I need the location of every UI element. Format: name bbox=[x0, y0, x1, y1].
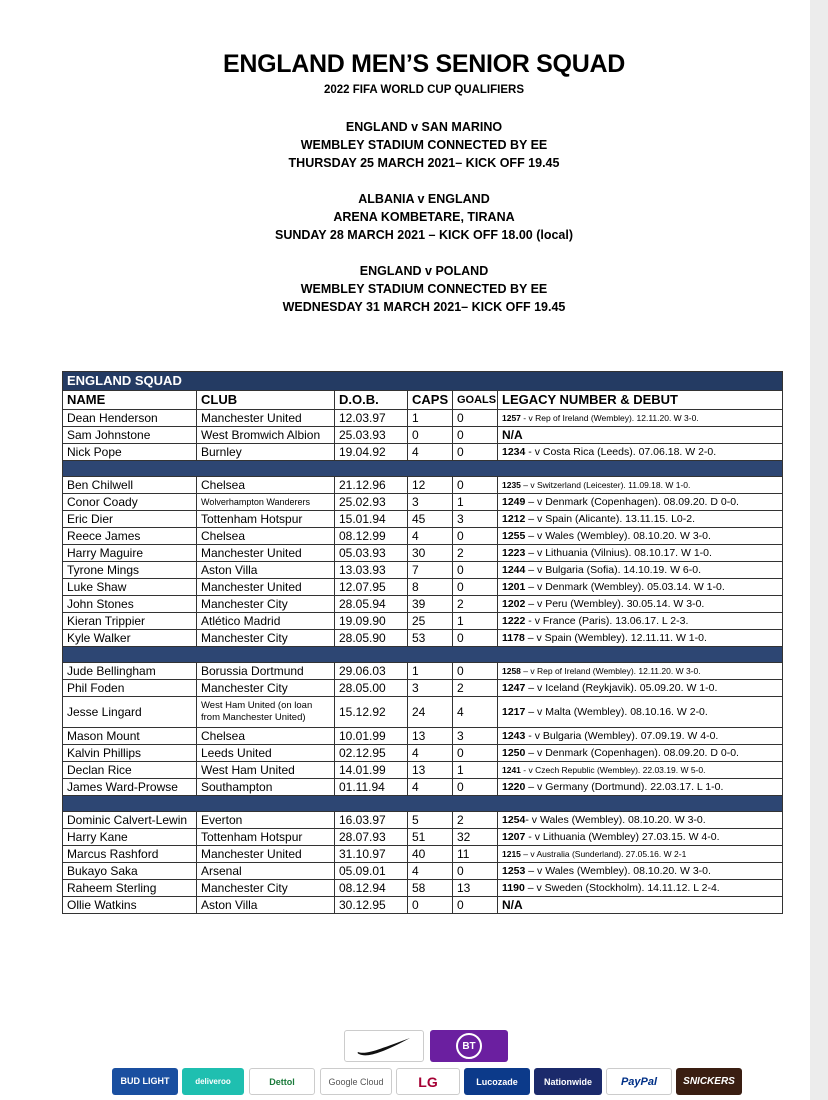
debut-details: – v Sweden (Stockholm). 14.11.12. L 2-4. bbox=[524, 882, 720, 894]
player-caps: 12 bbox=[408, 477, 453, 494]
player-debut bbox=[498, 494, 783, 511]
debut-details: – v Lithuania (Vilnius). 08.10.17. W 1-0. bbox=[525, 547, 712, 559]
player-dob: 02.12.95 bbox=[335, 745, 408, 762]
player-name: John Stones bbox=[63, 596, 197, 613]
player-name: Jude Bellingham bbox=[63, 663, 197, 680]
player-club: Chelsea bbox=[197, 728, 335, 745]
table-row bbox=[63, 613, 783, 630]
player-goals: 0 bbox=[453, 562, 498, 579]
table-row bbox=[63, 511, 783, 528]
table-row bbox=[63, 745, 783, 762]
player-dob: 10.01.99 bbox=[335, 728, 408, 745]
player-debut bbox=[498, 545, 783, 562]
table-row bbox=[63, 444, 783, 461]
legacy-number: 1249 bbox=[502, 496, 526, 508]
fixture-teams: ENGLAND v POLAND bbox=[359, 264, 489, 278]
group-divider bbox=[63, 461, 783, 477]
column-header-name: NAME bbox=[63, 391, 197, 410]
player-dob: 31.10.97 bbox=[335, 846, 408, 863]
fixture-date: SUNDAY 28 MARCH 2021 – KICK OFF 18.00 (local) bbox=[274, 228, 574, 242]
player-debut bbox=[498, 410, 783, 427]
player-dob: 14.01.99 bbox=[335, 762, 408, 779]
player-goals: 32 bbox=[453, 829, 498, 846]
table-row bbox=[63, 477, 783, 494]
legacy-number: 1212 bbox=[502, 513, 526, 525]
column-header-dob: D.O.B. bbox=[335, 391, 408, 410]
player-dob: 28.05.00 bbox=[335, 680, 408, 697]
player-caps: 1 bbox=[408, 663, 453, 680]
player-caps: 1 bbox=[408, 410, 453, 427]
fixture-venue: WEMBLEY STADIUM CONNECTED BY EE bbox=[300, 282, 548, 296]
google-cloud-logo: Google Cloud bbox=[320, 1068, 392, 1095]
column-header-caps: CAPS bbox=[408, 391, 453, 410]
legacy-number: 1178 bbox=[502, 632, 525, 644]
legacy-number: 1258 bbox=[502, 666, 521, 676]
debut-details: - v Bulgaria (Wembley). 07.09.19. W 4-0. bbox=[525, 730, 719, 742]
player-debut bbox=[498, 613, 783, 630]
sponsor-strip bbox=[0, 1028, 828, 1100]
lg-logo: LG bbox=[396, 1068, 460, 1095]
legacy-number: N/A bbox=[502, 428, 523, 442]
legacy-number: 1207 bbox=[502, 831, 526, 843]
player-debut bbox=[498, 444, 783, 461]
player-name: James Ward-Prowse bbox=[63, 779, 197, 796]
player-goals: 0 bbox=[453, 863, 498, 880]
budlight-logo: BUD LIGHT bbox=[112, 1068, 178, 1095]
player-caps: 39 bbox=[408, 596, 453, 613]
player-debut bbox=[498, 630, 783, 647]
player-goals: 0 bbox=[453, 663, 498, 680]
player-name: Bukayo Saka bbox=[63, 863, 197, 880]
legacy-number: 1202 bbox=[502, 598, 526, 610]
player-club: Manchester United bbox=[197, 579, 335, 596]
player-goals: 0 bbox=[453, 427, 498, 444]
legacy-number: 1244 bbox=[502, 564, 526, 576]
player-name: Dominic Calvert-Lewin bbox=[63, 812, 197, 829]
player-name: Declan Rice bbox=[63, 762, 197, 779]
player-caps: 13 bbox=[408, 762, 453, 779]
player-club: Leeds United bbox=[197, 745, 335, 762]
player-name: Harry Maguire bbox=[63, 545, 197, 562]
player-caps: 8 bbox=[408, 579, 453, 596]
table-row bbox=[63, 880, 783, 897]
player-goals: 3 bbox=[453, 728, 498, 745]
player-club: Chelsea bbox=[197, 477, 335, 494]
debut-details: – v Spain (Alicante). 13.11.15. L0-2. bbox=[525, 513, 696, 525]
player-name: Luke Shaw bbox=[63, 579, 197, 596]
debut-details: – v Germany (Dortmund). 22.03.17. L 1-0. bbox=[525, 781, 724, 793]
fixture-teams: ALBANIA v ENGLAND bbox=[358, 192, 490, 206]
column-header-row bbox=[63, 391, 783, 410]
legacy-number: 1241 bbox=[502, 765, 521, 775]
player-name: Raheem Sterling bbox=[63, 880, 197, 897]
player-caps: 53 bbox=[408, 630, 453, 647]
player-goals: 1 bbox=[453, 494, 498, 511]
legacy-number: 1201 bbox=[502, 581, 526, 593]
fixture-1 bbox=[0, 118, 828, 172]
player-caps: 30 bbox=[408, 545, 453, 562]
table-row bbox=[63, 663, 783, 680]
debut-details: – v Wales (Wembley). 08.10.20. W 3-0. bbox=[525, 530, 711, 542]
player-club: Borussia Dortmund bbox=[197, 663, 335, 680]
player-dob: 05.09.01 bbox=[335, 863, 408, 880]
player-debut bbox=[498, 427, 783, 444]
player-club: Tottenham Hotspur bbox=[197, 829, 335, 846]
player-dob: 25.02.93 bbox=[335, 494, 408, 511]
player-debut bbox=[498, 663, 783, 680]
player-caps: 0 bbox=[408, 897, 453, 914]
player-name: Kyle Walker bbox=[63, 630, 197, 647]
player-debut bbox=[498, 680, 783, 697]
player-club: Manchester United bbox=[197, 545, 335, 562]
column-header-goals: GOALS bbox=[453, 391, 498, 410]
nike-logo bbox=[344, 1030, 424, 1062]
player-caps: 25 bbox=[408, 613, 453, 630]
player-club: Manchester City bbox=[197, 630, 335, 647]
debut-details: – v Iceland (Reykjavik). 05.09.20. W 1-0. bbox=[525, 682, 718, 694]
legacy-number: 1215 bbox=[502, 849, 521, 859]
player-goals: 4 bbox=[453, 697, 498, 728]
legacy-number: 1220 bbox=[502, 781, 526, 793]
player-club: Manchester United bbox=[197, 846, 335, 863]
player-debut bbox=[498, 528, 783, 545]
player-name: Harry Kane bbox=[63, 829, 197, 846]
player-caps: 7 bbox=[408, 562, 453, 579]
player-club: Everton bbox=[197, 812, 335, 829]
debut-details: - v Costa Rica (Leeds). 07.06.18. W 2-0. bbox=[525, 446, 717, 458]
group-divider-row bbox=[63, 461, 783, 477]
player-club: Manchester City bbox=[197, 596, 335, 613]
fixture-venue: WEMBLEY STADIUM CONNECTED BY EE bbox=[300, 138, 548, 152]
player-name: Marcus Rashford bbox=[63, 846, 197, 863]
player-goals: 2 bbox=[453, 545, 498, 562]
player-caps: 51 bbox=[408, 829, 453, 846]
player-debut bbox=[498, 812, 783, 829]
debut-details: - v Lithuania (Wembley) 27.03.15. W 4-0. bbox=[525, 831, 720, 843]
bt-text: BT bbox=[456, 1033, 482, 1059]
fixture-3 bbox=[0, 262, 828, 316]
player-club: Manchester City bbox=[197, 680, 335, 697]
player-debut bbox=[498, 562, 783, 579]
player-caps: 58 bbox=[408, 880, 453, 897]
deliveroo-logo: deliveroo bbox=[182, 1068, 244, 1095]
table-row bbox=[63, 528, 783, 545]
player-club: Arsenal bbox=[197, 863, 335, 880]
table-row bbox=[63, 829, 783, 846]
squad-table bbox=[62, 371, 783, 914]
player-club: Burnley bbox=[197, 444, 335, 461]
player-goals: 0 bbox=[453, 444, 498, 461]
player-dob: 29.06.03 bbox=[335, 663, 408, 680]
table-row bbox=[63, 863, 783, 880]
player-debut bbox=[498, 477, 783, 494]
paypal-logo: PayPal bbox=[606, 1068, 672, 1095]
player-dob: 12.03.97 bbox=[335, 410, 408, 427]
table-row bbox=[63, 697, 783, 728]
fixture-date: WEDNESDAY 31 MARCH 2021– KICK OFF 19.45 bbox=[282, 300, 566, 314]
table-row bbox=[63, 630, 783, 647]
legacy-number: 1234 bbox=[502, 446, 526, 458]
legacy-number: 1247 bbox=[502, 682, 526, 694]
nike-swoosh-icon bbox=[356, 1035, 412, 1057]
player-dob: 16.03.97 bbox=[335, 812, 408, 829]
player-goals: 1 bbox=[453, 613, 498, 630]
player-caps: 5 bbox=[408, 812, 453, 829]
player-name: Dean Henderson bbox=[63, 410, 197, 427]
table-row bbox=[63, 728, 783, 745]
player-debut bbox=[498, 829, 783, 846]
player-name: Conor Coady bbox=[63, 494, 197, 511]
player-caps: 4 bbox=[408, 528, 453, 545]
player-goals: 2 bbox=[453, 680, 498, 697]
legacy-number: N/A bbox=[502, 898, 523, 912]
player-goals: 3 bbox=[453, 511, 498, 528]
debut-details: – v Malta (Wembley). 08.10.16. W 2-0. bbox=[525, 706, 708, 718]
legacy-number: 1243 bbox=[502, 730, 526, 742]
player-name: Kieran Trippier bbox=[63, 613, 197, 630]
debut-details: – v Wales (Wembley). 08.10.20. W 3-0. bbox=[525, 865, 711, 877]
legacy-number: 1257 bbox=[502, 413, 521, 423]
player-caps: 3 bbox=[408, 680, 453, 697]
legacy-number: 1254 bbox=[502, 814, 526, 826]
player-caps: 4 bbox=[408, 745, 453, 762]
table-row bbox=[63, 545, 783, 562]
player-goals: 0 bbox=[453, 745, 498, 762]
player-caps: 0 bbox=[408, 427, 453, 444]
legacy-number: 1222 bbox=[502, 615, 526, 627]
player-goals: 13 bbox=[453, 880, 498, 897]
player-dob: 28.05.94 bbox=[335, 596, 408, 613]
player-name: Jesse Lingard bbox=[63, 697, 197, 728]
player-debut bbox=[498, 745, 783, 762]
player-club: Manchester City bbox=[197, 880, 335, 897]
player-debut bbox=[498, 897, 783, 914]
debut-details: – v Australia (Sunderland). 27.05.16. W 2-1 bbox=[520, 849, 687, 859]
legacy-number: 1235 bbox=[502, 480, 521, 490]
player-debut bbox=[498, 511, 783, 528]
legacy-number: 1223 bbox=[502, 547, 526, 559]
lucozade-logo: Lucozade bbox=[464, 1068, 530, 1095]
table-row bbox=[63, 410, 783, 427]
table-row bbox=[63, 846, 783, 863]
bt-logo bbox=[430, 1030, 508, 1062]
player-goals: 0 bbox=[453, 410, 498, 427]
debut-details: - v France (Paris). 13.06.17. L 2-3. bbox=[525, 615, 689, 627]
player-name: Tyrone Mings bbox=[63, 562, 197, 579]
player-goals: 2 bbox=[453, 596, 498, 613]
debut-details: – v Denmark (Wembley). 05.03.14. W 1-0. bbox=[525, 581, 725, 593]
player-name: Nick Pope bbox=[63, 444, 197, 461]
player-debut bbox=[498, 779, 783, 796]
fixture-venue: ARENA KOMBETARE, TIRANA bbox=[333, 210, 515, 224]
player-club: Chelsea bbox=[197, 528, 335, 545]
squad-table-title: ENGLAND SQUAD bbox=[63, 372, 783, 391]
player-name: Eric Dier bbox=[63, 511, 197, 528]
player-club: Aston Villa bbox=[197, 562, 335, 579]
squad-table-body bbox=[63, 410, 783, 914]
player-goals: 0 bbox=[453, 477, 498, 494]
player-caps: 13 bbox=[408, 728, 453, 745]
player-caps: 4 bbox=[408, 444, 453, 461]
debut-details: – v Switzerland (Leicester). 11.09.18. W 1-0. bbox=[520, 480, 691, 490]
player-caps: 3 bbox=[408, 494, 453, 511]
player-debut bbox=[498, 863, 783, 880]
legacy-number: 1253 bbox=[502, 865, 526, 877]
table-row bbox=[63, 596, 783, 613]
table-row bbox=[63, 494, 783, 511]
player-goals: 0 bbox=[453, 897, 498, 914]
table-row bbox=[63, 680, 783, 697]
player-goals: 0 bbox=[453, 779, 498, 796]
player-dob: 30.12.95 bbox=[335, 897, 408, 914]
debut-details: – v Denmark (Copenhagen). 08.09.20. D 0-0. bbox=[525, 747, 739, 759]
debut-details: - v Czech Republic (Wembley). 22.03.19. W 5-0. bbox=[520, 765, 706, 775]
table-row bbox=[63, 779, 783, 796]
player-name: Ollie Watkins bbox=[63, 897, 197, 914]
player-caps: 4 bbox=[408, 779, 453, 796]
player-dob: 28.07.93 bbox=[335, 829, 408, 846]
player-debut bbox=[498, 728, 783, 745]
table-row bbox=[63, 897, 783, 914]
player-name: Kalvin Phillips bbox=[63, 745, 197, 762]
player-caps: 40 bbox=[408, 846, 453, 863]
group-divider bbox=[63, 647, 783, 663]
player-dob: 12.07.95 bbox=[335, 579, 408, 596]
snickers-logo: SNICKERS bbox=[676, 1068, 742, 1095]
player-goals: 0 bbox=[453, 528, 498, 545]
player-dob: 25.03.93 bbox=[335, 427, 408, 444]
player-club: West Ham United (on loan from Manchester United) bbox=[197, 697, 335, 728]
player-goals: 0 bbox=[453, 630, 498, 647]
legacy-number: 1217 bbox=[502, 706, 526, 718]
player-dob: 08.12.94 bbox=[335, 880, 408, 897]
player-caps: 45 bbox=[408, 511, 453, 528]
player-club: Southampton bbox=[197, 779, 335, 796]
player-caps: 4 bbox=[408, 863, 453, 880]
player-name: Sam Johnstone bbox=[63, 427, 197, 444]
fixture-date: THURSDAY 25 MARCH 2021– KICK OFF 19.45 bbox=[288, 156, 560, 170]
debut-details: – v Denmark (Copenhagen). 08.09.20. D 0-0. bbox=[525, 496, 739, 508]
player-club: Tottenham Hotspur bbox=[197, 511, 335, 528]
debut-details: - v Rep of Ireland (Wembley). 12.11.20. W 3-0. bbox=[520, 413, 699, 423]
player-debut bbox=[498, 596, 783, 613]
player-club: Atlético Madrid bbox=[197, 613, 335, 630]
debut-details: - v Wales (Wembley). 08.10.20. W 3-0. bbox=[525, 814, 706, 826]
table-row bbox=[63, 762, 783, 779]
group-divider bbox=[63, 796, 783, 812]
player-debut bbox=[498, 880, 783, 897]
player-debut bbox=[498, 697, 783, 728]
player-dob: 13.03.93 bbox=[335, 562, 408, 579]
player-name: Phil Foden bbox=[63, 680, 197, 697]
player-caps: 24 bbox=[408, 697, 453, 728]
player-debut bbox=[498, 579, 783, 596]
player-dob: 05.03.93 bbox=[335, 545, 408, 562]
column-header-club: CLUB bbox=[197, 391, 335, 410]
player-club: Wolverhampton Wanderers bbox=[197, 494, 335, 511]
legacy-number: 1255 bbox=[502, 530, 526, 542]
page-title: ENGLAND MEN’S SENIOR SQUAD bbox=[223, 50, 625, 78]
dettol-logo: Dettol bbox=[249, 1068, 315, 1095]
squad-table-title-row bbox=[63, 372, 783, 391]
player-dob: 15.12.92 bbox=[335, 697, 408, 728]
table-row bbox=[63, 579, 783, 596]
table-row bbox=[63, 812, 783, 829]
player-name: Reece James bbox=[63, 528, 197, 545]
player-goals: 2 bbox=[453, 812, 498, 829]
player-debut bbox=[498, 846, 783, 863]
table-row bbox=[63, 562, 783, 579]
legacy-number: 1250 bbox=[502, 747, 526, 759]
player-name: Ben Chilwell bbox=[63, 477, 197, 494]
fixture-2 bbox=[0, 190, 828, 244]
player-club: Aston Villa bbox=[197, 897, 335, 914]
player-dob: 21.12.96 bbox=[335, 477, 408, 494]
player-dob: 19.09.90 bbox=[335, 613, 408, 630]
column-header-debut: LEGACY NUMBER & DEBUT bbox=[498, 391, 783, 410]
player-dob: 19.04.92 bbox=[335, 444, 408, 461]
group-divider-row bbox=[63, 647, 783, 663]
player-club: West Ham United bbox=[197, 762, 335, 779]
debut-details: – v Spain (Wembley). 12.11.11. W 1-0. bbox=[524, 632, 707, 644]
player-goals: 1 bbox=[453, 762, 498, 779]
debut-details: – v Bulgaria (Sofia). 14.10.19. W 6-0. bbox=[525, 564, 702, 576]
player-dob: 01.11.94 bbox=[335, 779, 408, 796]
legacy-number: 1190 bbox=[502, 882, 525, 894]
nationwide-logo: Nationwide bbox=[534, 1068, 602, 1095]
group-divider-row bbox=[63, 796, 783, 812]
player-dob: 28.05.90 bbox=[335, 630, 408, 647]
debut-details: – v Peru (Wembley). 30.05.14. W 3-0. bbox=[525, 598, 705, 610]
player-name: Mason Mount bbox=[63, 728, 197, 745]
player-club: West Bromwich Albion bbox=[197, 427, 335, 444]
fixture-teams: ENGLAND v SAN MARINO bbox=[345, 120, 503, 134]
table-row bbox=[63, 427, 783, 444]
player-goals: 11 bbox=[453, 846, 498, 863]
player-debut bbox=[498, 762, 783, 779]
player-dob: 08.12.99 bbox=[335, 528, 408, 545]
player-goals: 0 bbox=[453, 579, 498, 596]
debut-details: – v Rep of Ireland (Wembley). 12.11.20. W 3-0. bbox=[520, 666, 701, 676]
player-dob: 15.01.94 bbox=[335, 511, 408, 528]
page-subtitle: 2022 FIFA WORLD CUP QUALIFIERS bbox=[324, 84, 524, 96]
player-club: Manchester United bbox=[197, 410, 335, 427]
